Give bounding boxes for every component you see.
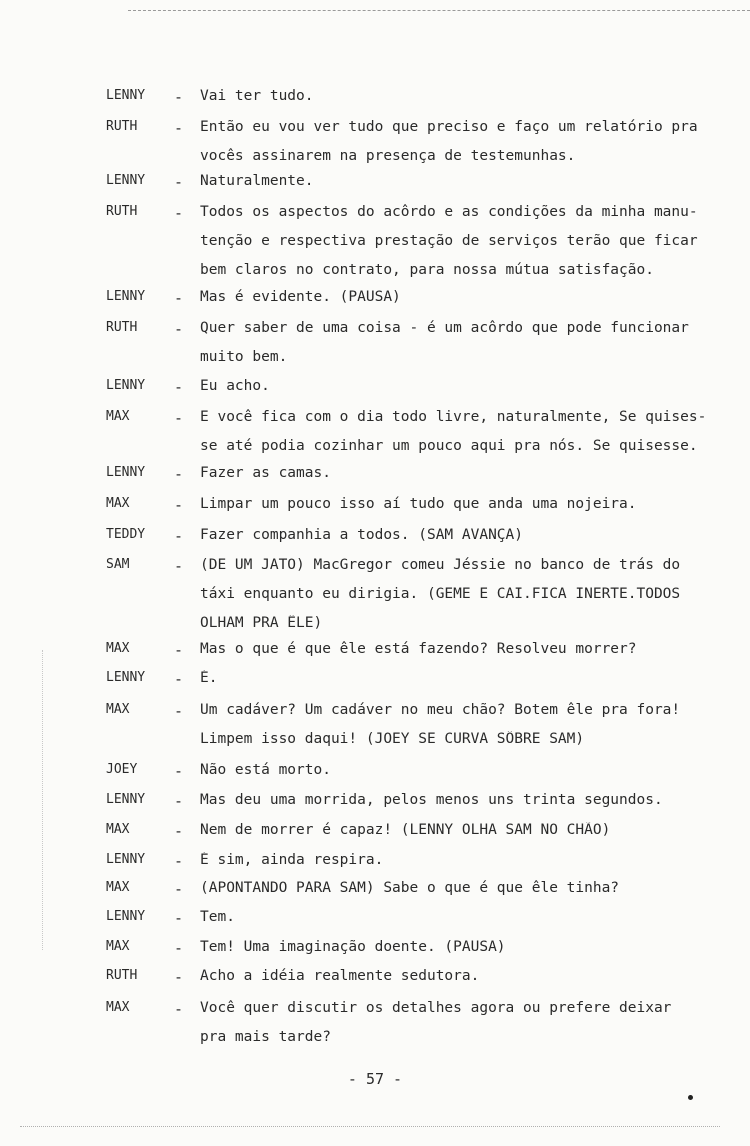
dialogue-line: (APONTANDO PARA SAM) Sabe o que é que êle tinha? <box>200 880 620 896</box>
speaker-dash: - <box>174 173 184 191</box>
dialogue-line: E você fica com o dia todo livre, naturalmente, Se quises- <box>200 409 707 425</box>
speaker-dash: - <box>174 670 184 688</box>
speaker-name: MAX <box>106 939 130 954</box>
speaker-dash: - <box>174 822 184 840</box>
speaker-name: TEDDY <box>106 527 146 542</box>
dialogue-line: táxi enquanto eu dirigia. (GEME E CAI.FICA INERTE.TODOS <box>200 586 681 602</box>
speaker-name: LENNY <box>106 378 146 393</box>
dialogue-line: Tem! Uma imaginação doente. (PAUSA) <box>200 939 506 955</box>
speaker-dash: - <box>174 792 184 810</box>
speaker-name: LENNY <box>106 909 146 924</box>
dialogue-line: Então eu vou ver tudo que preciso e faço um relatório pra <box>200 119 698 135</box>
dialogue-line: Você quer discutir os detalhes agora ou prefere deixar <box>200 1000 672 1016</box>
speaker-dash: - <box>174 762 184 780</box>
speaker-name: LENNY <box>106 465 146 480</box>
speaker-dash: - <box>174 880 184 898</box>
speaker-name: LENNY <box>106 852 146 867</box>
speaker-name: LENNY <box>106 670 146 685</box>
ink-dot <box>688 1095 693 1100</box>
speaker-name: RUTH <box>106 119 138 134</box>
dialogue-line: Limpem isso daqui! (JOEY SE CURVA SÔBRE SAM) <box>200 731 585 747</box>
speaker-dash: - <box>174 409 184 427</box>
speaker-name: JOEY <box>106 762 138 777</box>
dialogue-line: Fazer companhia a todos. (SAM AVANÇA) <box>200 527 524 543</box>
dialogue-line: Acho a idéia realmente sedutora. <box>200 968 480 984</box>
speaker-name: MAX <box>106 409 130 424</box>
dialogue-line: OLHAM PRA ÊLE) <box>200 615 323 631</box>
binding-edge-mark <box>42 650 43 950</box>
speaker-dash: - <box>174 465 184 483</box>
page-number: - 57 - <box>347 1070 403 1088</box>
speaker-dash: - <box>174 88 184 106</box>
dialogue-line: Eu acho. <box>200 378 270 394</box>
speaker-dash: - <box>174 320 184 338</box>
speaker-name: SAM <box>106 557 130 572</box>
speaker-name: MAX <box>106 702 130 717</box>
speaker-name: RUTH <box>106 204 138 219</box>
dialogue-line: Limpar um pouco isso aí tudo que anda uma nojeira. <box>200 496 637 512</box>
dialogue-line: se até podia cozinhar um pouco aqui pra nós. Se quisesse. <box>200 438 698 454</box>
speaker-name: MAX <box>106 641 130 656</box>
speaker-name: LENNY <box>106 88 146 103</box>
speaker-name: MAX <box>106 496 130 511</box>
speaker-dash: - <box>174 968 184 986</box>
dialogue-line: Naturalmente. <box>200 173 314 189</box>
speaker-dash: - <box>174 702 184 720</box>
speaker-name: RUTH <box>106 320 138 335</box>
speaker-dash: - <box>174 204 184 222</box>
speaker-name: MAX <box>106 1000 130 1015</box>
dialogue-line: Nem de morrer é capaz! (LENNY OLHA SAM NO CHÃO) <box>200 822 611 838</box>
dialogue-line: É sim, ainda respira. <box>200 852 384 868</box>
speaker-dash: - <box>174 289 184 307</box>
dialogue-line: Tem. <box>200 909 235 925</box>
speaker-dash: - <box>174 1000 184 1018</box>
speaker-name: LENNY <box>106 289 146 304</box>
dialogue-line: Mas o que é que êle está fazendo? Resolveu morrer? <box>200 641 637 657</box>
speaker-dash: - <box>174 119 184 137</box>
speaker-dash: - <box>174 378 184 396</box>
speaker-name: MAX <box>106 822 130 837</box>
speaker-dash: - <box>174 909 184 927</box>
dialogue-line: Não está morto. <box>200 762 331 778</box>
dialogue-line: Vai ter tudo. <box>200 88 314 104</box>
dialogue-line: vocês assinarem na presença de testemunhas. <box>200 148 576 164</box>
dialogue-line: bem claros no contrato, para nossa mútua satisfação. <box>200 262 654 278</box>
speaker-dash: - <box>174 496 184 514</box>
speaker-dash: - <box>174 557 184 575</box>
top-rule <box>128 10 750 11</box>
dialogue-line: muito bem. <box>200 349 288 365</box>
dialogue-line: Um cadáver? Um cadáver no meu chão? Botem êle pra fora! <box>200 702 681 718</box>
speaker-name: RUTH <box>106 968 138 983</box>
speaker-name: LENNY <box>106 792 146 807</box>
speaker-dash: - <box>174 852 184 870</box>
dialogue-line: É. <box>200 670 218 686</box>
speaker-dash: - <box>174 527 184 545</box>
dialogue-line: Fazer as camas. <box>200 465 331 481</box>
dialogue-line: Quer saber de uma coisa - é um acôrdo que pode funcionar <box>200 320 689 336</box>
speaker-name: MAX <box>106 880 130 895</box>
dialogue-line: Mas é evidente. (PAUSA) <box>200 289 401 305</box>
dialogue-line: Mas deu uma morrida, pelos menos uns trinta segundos. <box>200 792 663 808</box>
dialogue-line: Todos os aspectos do acôrdo e as condições da minha manu- <box>200 204 698 220</box>
speaker-dash: - <box>174 641 184 659</box>
speaker-dash: - <box>174 939 184 957</box>
dialogue-line: tenção e respectiva prestação de serviços terão que ficar <box>200 233 698 249</box>
dialogue-line: pra mais tarde? <box>200 1029 331 1045</box>
dialogue-line: (DE UM JATO) MacGregor comeu Jéssie no banco de trás do <box>200 557 681 573</box>
bottom-rule <box>20 1126 720 1127</box>
speaker-name: LENNY <box>106 173 146 188</box>
